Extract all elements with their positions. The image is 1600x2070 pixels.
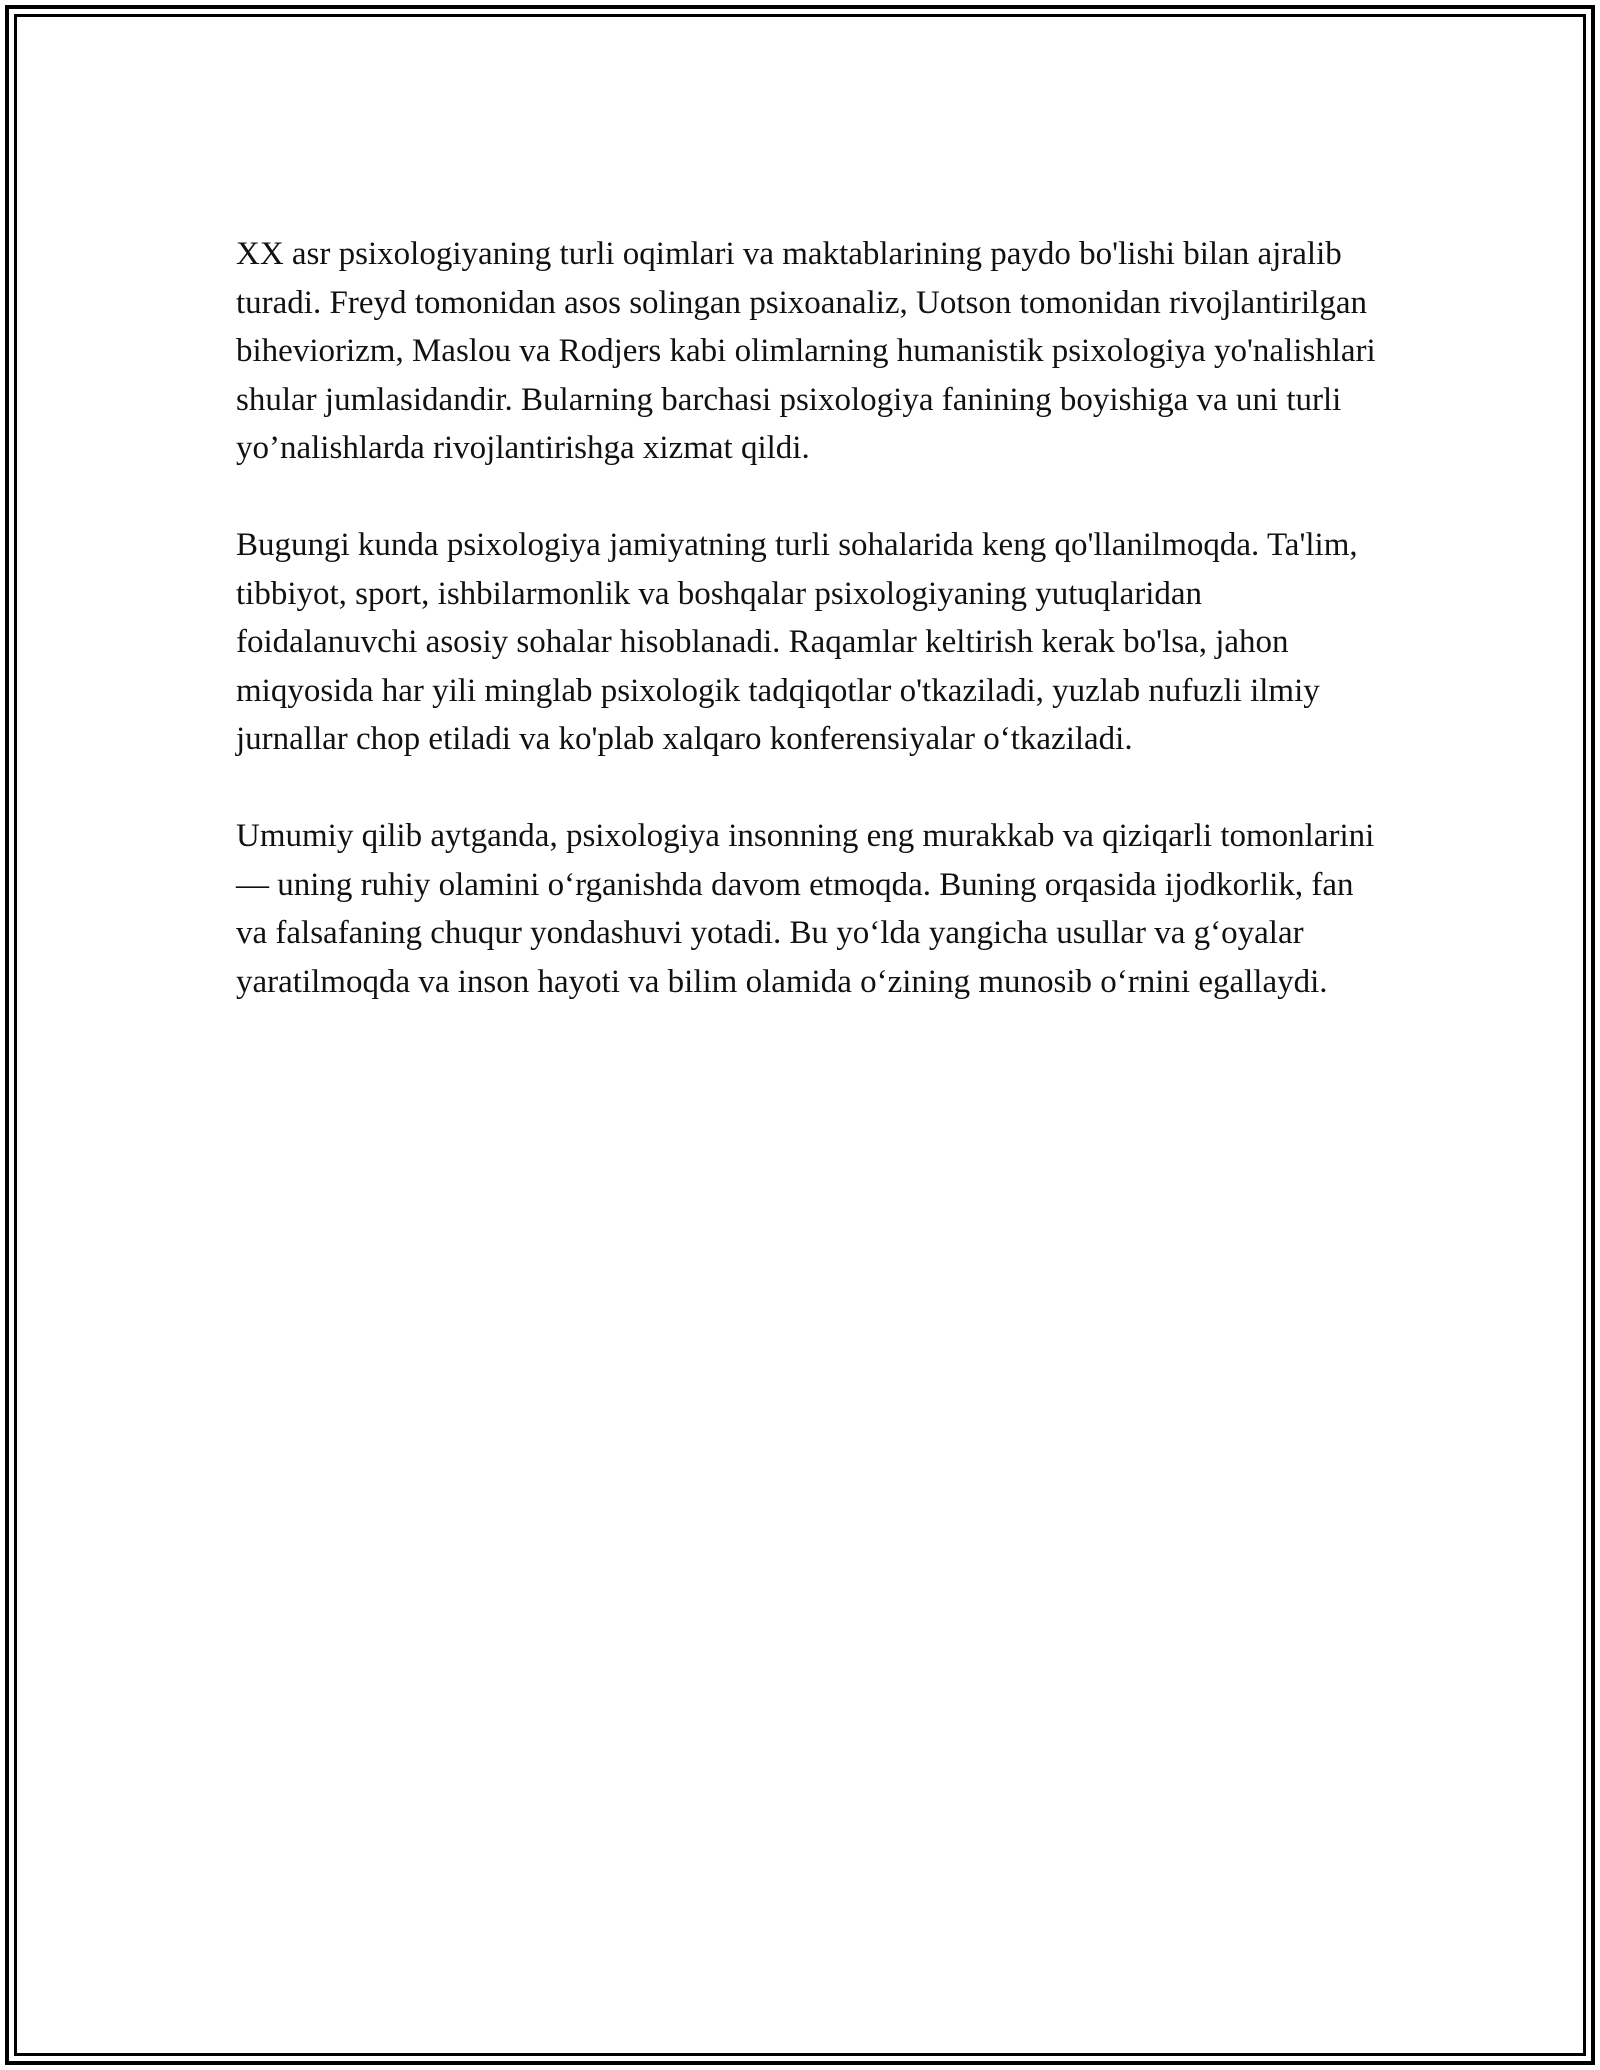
document-body (236, 230, 1376, 1055)
paragraph-psychology-conclusion: Umumiy qilib aytganda, psixologiya insonning eng murakkab va qiziqarli tomonlarini — uning ruhiy olamini o‘rganishda davom etmoqda. Buning orqasida ijodkorlik, fan va falsafaning chuqur yondashuvi yotadi. Bu yo‘lda yangicha usullar va g‘oyalar yaratilmoqda va inson hayoti va bilim olamida o‘zining munosib o‘rnini egallaydi. (236, 818, 1375, 1000)
paragraph-psychology-schools: XX asr psixologiyaning turli oqimlari va maktablarining paydo bo'lishi bilan ajralib turadi. Freyd tomonidan asos solingan psixoanaliz, Uotson tomonidan rivojlantirilgan biheviorizm, Maslou va Rodjers kabi olimlarning humanistik psixologiya yo'nalishlari shular jumlasidandir. Bularning barchasi psixologiya fanining boyishiga va uni turli yo’nalishlarda rivojlantirishga xizmat qildi. (236, 236, 1376, 466)
paragraph-psychology-applications: Bugungi kunda psixologiya jamiyatning turli sohalarida keng qo'llanilmoqda. Ta'lim, tibbiyot, sport, ishbilarmonlik va boshqalar psixologiyaning yutuqlaridan foidalanuvchi asosiy sohalar hisoblanadi. Raqamlar keltirish kerak bo'lsa, jahon miqyosida har yili minglab psixologik tadqiqotlar o'tkaziladi, yuzlab nufuzli ilmiy jurnallar chop etiladi va ko'plab xalqaro konferensiyalar o‘tkaziladi. (236, 527, 1358, 757)
